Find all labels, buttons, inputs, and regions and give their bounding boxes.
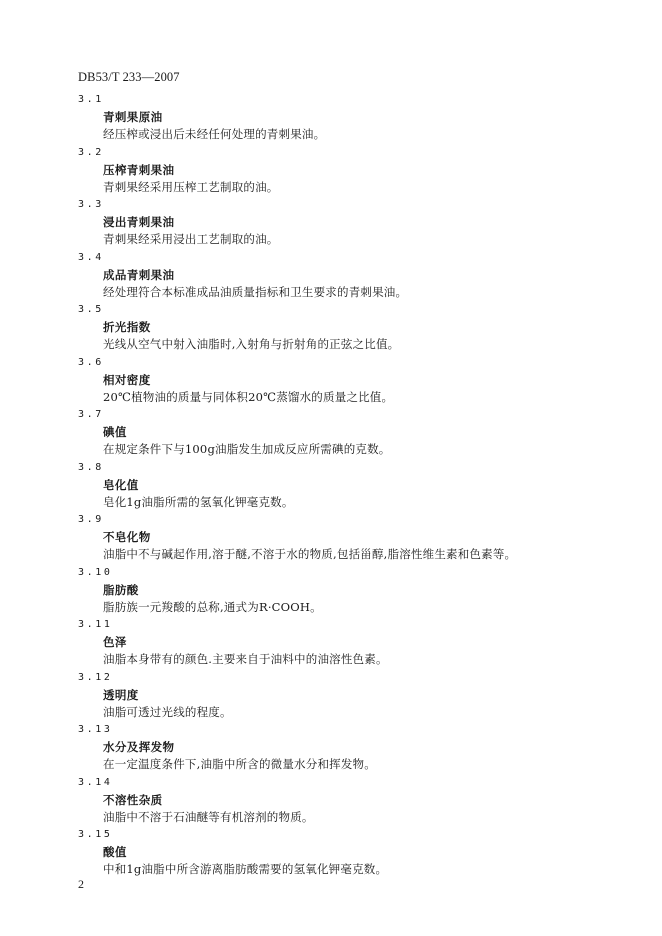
term-entry (78, 618, 618, 671)
term-entry (78, 828, 618, 881)
term-name: 浸出青刺果油 (103, 215, 175, 229)
term-number: 3.11 (78, 619, 113, 630)
term-number: 3.12 (78, 671, 113, 683)
term-definition: 油脂中不溶于石油醚等有机溶剂的物质。 (103, 809, 314, 824)
term-definition: 青刺果经采用压榨工艺制取的油。 (103, 179, 279, 194)
term-entry (78, 198, 618, 251)
term-name: 相对密度 (103, 372, 151, 387)
term-number: 3.5 (78, 304, 104, 315)
term-name: 青刺果原油 (103, 110, 163, 124)
term-number: 3.2 (78, 146, 104, 158)
term-definition: 在一定温度条件下,油脂中所含的微量水分和挥发物。 (103, 757, 376, 771)
term-definition: 中和1g油脂中所含游离脂肪酸需要的氢氧化钾毫克数。 (103, 862, 388, 876)
term-name: 成品青刺果油 (103, 267, 175, 282)
term-entry (78, 671, 618, 724)
term-name: 不溶性杂质 (103, 792, 163, 807)
term-definition: 青刺果经采用浸出工艺制取的油。 (103, 232, 279, 246)
term-definition: 光线从空气中射入油脂时,入射角与折射角的正弦之比值。 (103, 337, 400, 351)
term-definition: 经压榨或浸出后未经任何处理的青刺果油。 (103, 127, 326, 141)
standard-code: DB53/T 233—2007 (78, 70, 180, 84)
term-name: 皂化值 (103, 477, 139, 492)
term-name: 透明度 (103, 687, 139, 702)
term-number: 3.6 (78, 356, 104, 368)
term-number: 3.7 (78, 409, 104, 420)
term-number: 3.15 (78, 829, 113, 840)
term-definition: 皂化1g油脂所需的氢氧化钾毫克数。 (103, 494, 294, 509)
term-number: 3.14 (78, 776, 113, 788)
page-number: 2 (78, 877, 84, 891)
term-entry (78, 723, 618, 776)
term-definition: 油脂中不与碱起作用,溶于醚,不溶于水的物质,包括甾醇,脂溶性维生素和色素等。 (103, 547, 517, 561)
term-entry (78, 776, 618, 829)
term-definition: 在规定条件下与100g油脂发生加成反应所需碘的克数。 (103, 442, 391, 456)
term-entry (78, 93, 618, 146)
term-entry (78, 408, 618, 461)
term-name: 压榨青刺果油 (103, 162, 175, 177)
term-definition: 油脂可透过光线的程度。 (103, 704, 232, 719)
term-number: 3.3 (78, 199, 104, 210)
term-name: 酸值 (103, 845, 127, 859)
term-entry (78, 566, 618, 619)
term-name: 水分及挥发物 (103, 740, 175, 754)
term-entry (78, 356, 618, 409)
term-entry (78, 461, 618, 514)
term-name: 脂肪酸 (103, 582, 139, 597)
term-number: 3.13 (78, 724, 113, 735)
term-number: 3.1 (78, 94, 104, 105)
term-number: 3.10 (78, 566, 113, 578)
term-entry (78, 513, 618, 566)
term-number: 3.9 (78, 514, 104, 525)
term-name: 色泽 (103, 635, 127, 649)
term-entry (78, 303, 618, 356)
term-definition: 经处理符合本标准成品油质量指标和卫生要求的青刺果油。 (103, 284, 408, 299)
term-definition: 油脂本身带有的颜色.主要来自于油料中的油溶性色素。 (103, 652, 388, 666)
term-definition: 20℃植物油的质量与同体积20℃蒸馏水的质量之比值。 (103, 389, 394, 404)
term-name: 碘值 (103, 425, 127, 439)
term-entry (78, 251, 618, 304)
term-name: 不皂化物 (103, 530, 151, 544)
terms-list (78, 93, 618, 881)
term-entry (78, 146, 618, 199)
term-name: 折光指数 (103, 320, 151, 334)
term-number: 3.8 (78, 461, 104, 473)
term-number: 3.4 (78, 251, 104, 263)
term-definition: 脂肪族一元羧酸的总称,通式为R·COOH。 (103, 599, 322, 614)
